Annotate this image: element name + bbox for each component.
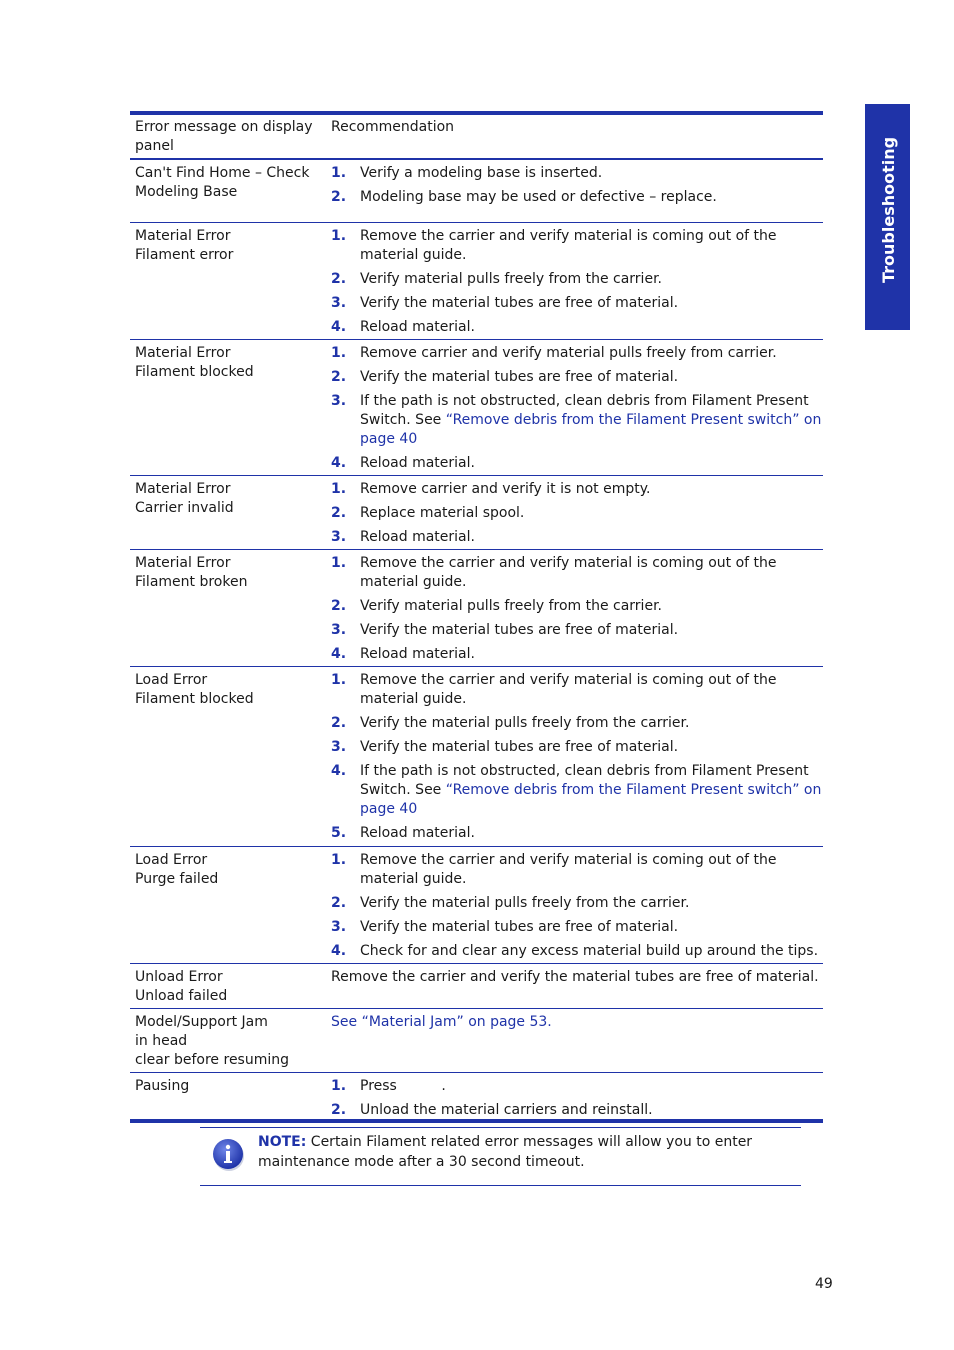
recommendation: [331, 671, 823, 848]
step: 4. Reload material.: [331, 455, 475, 471]
step: 3. Reload material.: [331, 529, 475, 545]
step: 3. Verify the material tubes are free of material.: [331, 295, 679, 311]
recommendation: [331, 1077, 823, 1125]
step: 1. Remove carrier and verify it is not empty.: [331, 481, 651, 497]
section-tab-label: Troubleshooting: [879, 136, 898, 283]
table-row: [130, 476, 823, 550]
step: 2. Verify the material pulls freely from the carrier.: [331, 715, 690, 731]
recommendation: [331, 1013, 823, 1032]
note-text: NOTE: Certain Filament related error messages will allow you to enter maintenance mode after a 30 second timeout.: [258, 1134, 753, 1170]
table-row: [130, 550, 823, 667]
table-row: [130, 1009, 823, 1073]
step: 1. Remove the carrier and verify material is coming out of the material guide.: [331, 228, 777, 263]
step: 3. Verify the material tubes are free of material.: [331, 739, 679, 755]
step: 1. Verify a modeling base is inserted.: [331, 165, 603, 181]
table-row: [130, 1073, 823, 1119]
table-row: [130, 964, 823, 1009]
recommendation: Remove the carrier and verify the material tubes are free of material.: [331, 969, 819, 985]
recommendation: [331, 164, 823, 212]
step: 4. Check for and clear any excess material build up around the tips.: [331, 943, 819, 959]
table-row: [130, 340, 823, 476]
error-message: Pausing: [135, 1078, 190, 1094]
cross-reference-link[interactable]: “Remove debris from the Filament Present switch” on page 40: [360, 412, 822, 447]
error-message: Load Error Purge failed: [135, 852, 219, 887]
table-header-row: [130, 115, 823, 160]
error-message: Unload Error Unload failed: [135, 969, 228, 1004]
recommendation: [331, 344, 823, 478]
error-message: Load Error Filament blocked: [135, 672, 254, 707]
step: 1. Remove the carrier and verify material is coming out of the material guide.: [331, 852, 777, 887]
recommendation: [331, 554, 823, 669]
step: 3. Verify the material tubes are free of material.: [331, 622, 679, 638]
cross-reference-link[interactable]: “Remove debris from the Filament Present switch” on page 40: [360, 782, 822, 817]
recommendation: [331, 851, 823, 966]
error-message: Model/Support Jam in head clear before resuming: [135, 1014, 290, 1068]
table-row: [130, 847, 823, 964]
error-message: Material Error Filament broken: [135, 555, 248, 590]
step: 3. If the path is not obstructed, clean debris from Filament Present Switch. See “Remove debris from the Filament Present switch” on page 40: [331, 393, 822, 447]
step: 1. Remove the carrier and verify material is coming out of the material guide.: [331, 672, 777, 707]
error-message: Material Error Filament blocked: [135, 345, 254, 380]
step: 4. If the path is not obstructed, clean debris from Filament Present Switch. See “Remove debris from the Filament Present switch” on page 40: [331, 763, 822, 817]
step: 2. Verify material pulls freely from the carrier.: [331, 598, 662, 614]
step: 2. Verify the material tubes are free of material.: [331, 369, 679, 385]
header-recommendation: Recommendation: [331, 119, 455, 135]
step: 2. Unload the material carriers and reinstall.: [331, 1102, 653, 1118]
table-row: [130, 160, 823, 223]
step: 1. Remove the carrier and verify material is coming out of the material guide.: [331, 555, 777, 590]
recommendation: [331, 480, 823, 552]
step: 4. Reload material.: [331, 646, 475, 662]
error-table: [130, 111, 823, 1123]
table-row: [130, 667, 823, 847]
header-error-message: Error message on display panel: [135, 119, 313, 154]
step: 1. Press .: [331, 1078, 446, 1094]
recommendation: [331, 227, 823, 342]
step: 2. Verify the material pulls freely from the carrier.: [331, 895, 690, 911]
step: 3. Verify the material tubes are free of material.: [331, 919, 679, 935]
page-number: 49: [815, 1276, 833, 1292]
step: 4. Reload material.: [331, 319, 475, 335]
material-jam-link[interactable]: See “Material Jam” on page 53.: [331, 1014, 552, 1030]
step: 1. Remove carrier and verify material pulls freely from carrier.: [331, 345, 777, 361]
step: 2. Modeling base may be used or defective – replace.: [331, 189, 717, 205]
table-row: [130, 223, 823, 340]
note-box: [200, 1127, 801, 1186]
error-message: Material Error Filament error: [135, 228, 234, 263]
error-message: Material Error Carrier invalid: [135, 481, 234, 516]
step: 5. Reload material.: [331, 825, 475, 841]
info-icon: [212, 1138, 245, 1171]
step: 2. Replace material spool.: [331, 505, 525, 521]
step: 2. Verify material pulls freely from the carrier.: [331, 271, 662, 287]
error-message: Can't Find Home – Check Modeling Base: [135, 165, 310, 200]
